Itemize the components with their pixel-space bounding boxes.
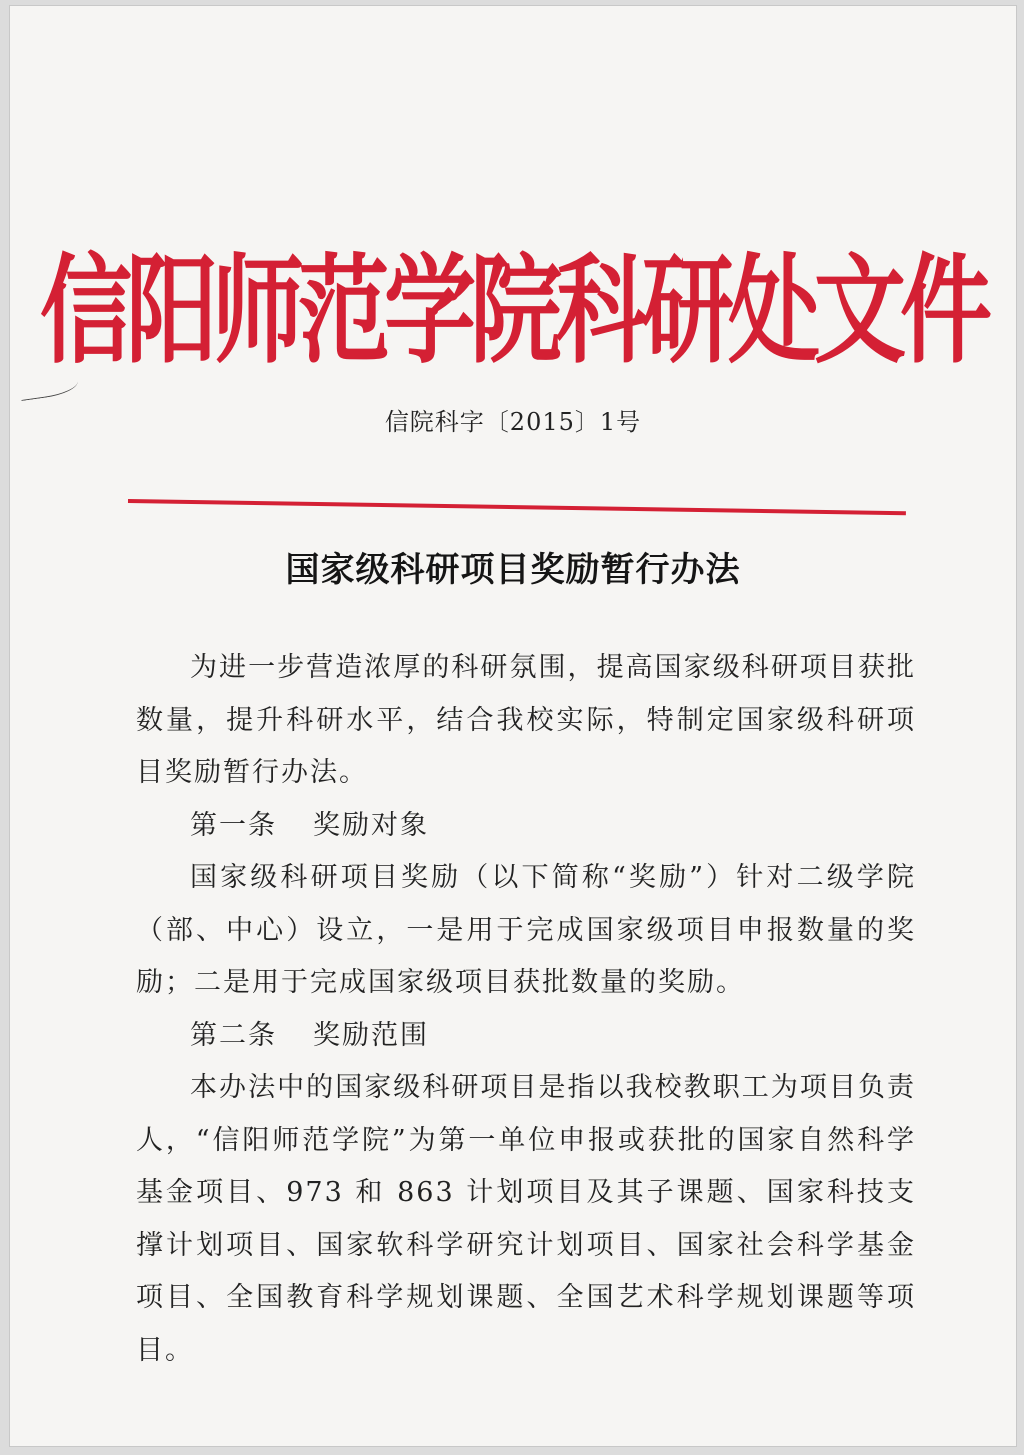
document-body [136,642,916,1377]
issuer-header: 信阳师范学院科研处文件 [39,242,986,380]
document-number: 信院科字〔2015〕1号 [384,408,642,436]
article-2-text: 本办法中的国家级科研项目是指以我校教职工为项目负责人，“信阳师范学院”为第一单位申报或获批的国家自然科学基金项目、973 和 863 计划项目及其子课题、国家科技支撑计划项目、国家软科学研究计划项目、国家社会科学基金项目、全国教育科学规划课题、全国艺术科学规划课题等项目。 [136,1072,916,1366]
article-1-number: 第一条 [190,809,277,841]
article-2-number: 第二条 [190,1019,277,1051]
red-separator-line [128,499,906,515]
article-2-heading [136,1010,916,1063]
article-1-text: 国家级科研项目奖励（以下简称“奖励”）针对二级学院（部、中心）设立，一是用于完成国家级项目申报数量的奖励；二是用于完成国家级项目获批数量的奖励。 [136,862,916,998]
intro-paragraph: 为进一步营造浓厚的科研氛围，提高国家级科研项目获批数量，提升科研水平，结合我校实际，特制定国家级科研项目奖励暂行办法。 [136,652,916,788]
document-title: 国家级科研项目奖励暂行办法 [285,550,741,590]
article-2-title: 奖励范围 [313,1019,429,1051]
document-page [10,6,1016,1446]
article-1-title: 奖励对象 [313,809,429,841]
article-1-heading [136,800,916,853]
